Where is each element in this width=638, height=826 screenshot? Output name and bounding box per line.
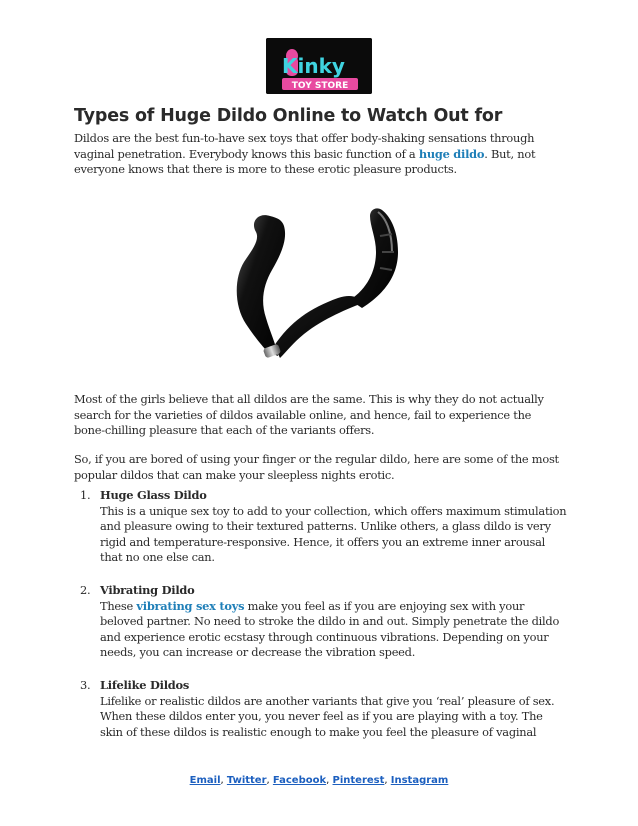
intro-text-2: . But, not everyone knows that there is more to these erotic pleasure products. [74, 146, 536, 177]
instagram-link[interactable]: Instagram [390, 775, 449, 786]
logo-graphic [266, 38, 372, 94]
list-item-number: 3. [80, 677, 91, 692]
article-title: Types of Huge Dildo Online to Watch Out for [74, 106, 503, 126]
logo-word-kinky: Kinky [282, 54, 345, 78]
list-item-body: This is a unique sex toy to add to your collection, which offers maximum stimulation and pleasure owing to their textured patterns. Unlike others, a glass dildo is very rigid and temperature-responsive. Hence, it offers you an extreme inner arousal that no one else can. [100, 503, 567, 565]
kinky-toy-store-logo[interactable] [266, 38, 372, 94]
body-text-pre: These [100, 598, 137, 613]
list-item-title: Lifelike Dildos [100, 677, 189, 692]
list-item-title: Huge Glass Dildo [100, 488, 207, 502]
vibrating-sex-toys-link[interactable]: vibrating sex toys [136, 598, 245, 613]
list-item-body [100, 599, 568, 661]
list-item [78, 678, 568, 740]
email-link[interactable]: Email [189, 775, 221, 786]
intro-paragraph [74, 131, 564, 178]
body-text-post: make you feel as if you are enjoying sex with your beloved partner. No need to stroke the dildo in and out. Simply penetrate the dildo and experience erotic ecstasy through continuous vibrations. Depending on your needs, you can increase or decrease the vibration speed. [100, 598, 560, 660]
separator: , [384, 775, 391, 786]
list-item-title: Vibrating Dildo [100, 582, 195, 597]
separator: , [220, 775, 227, 786]
list-item [78, 488, 568, 566]
huge-dildo-link[interactable]: huge dildo [418, 146, 485, 161]
list-item-number: 1. [80, 488, 91, 502]
list-item-body: Lifelike or realistic dildos are another variants that give you ‘real’ pleasure of sex. When these dildos enter you, you never feel as if you are playing with a toy. The skin of these dildos is realistic enough to make you feel the pleasure of vaginal [100, 693, 555, 739]
product-image [200, 196, 440, 376]
separator: , [266, 775, 273, 786]
separator: , [326, 775, 333, 786]
twitter-link[interactable]: Twitter [226, 775, 267, 786]
list-item [78, 583, 568, 661]
intro-text-1: Dildos are the best fun-to-have sex toys that offer body-shaking sensations through vaginal penetration. Everybody knows this basic function of a [74, 131, 535, 161]
dildo-types-list [78, 488, 568, 740]
paragraph-2: So, if you are bored of using your finger or the regular dildo, here are some of the most popular dildos that can make your sleepless nights erotic. [74, 452, 559, 482]
list-item-number: 2. [80, 582, 91, 597]
paragraph-1: Most of the girls believe that all dildos are the same. This is why they do not actually search for the varieties of dildos available online, and hence, fail to experience the bone-chilling pleasure that each of the variants offers. [74, 392, 544, 438]
facebook-link[interactable]: Facebook [272, 775, 327, 786]
footer-social-links [0, 775, 638, 786]
logo-word-toy-store: TOY STORE [291, 81, 349, 91]
prostate-toy-illustration [200, 196, 440, 376]
pinterest-link[interactable]: Pinterest [332, 775, 385, 786]
